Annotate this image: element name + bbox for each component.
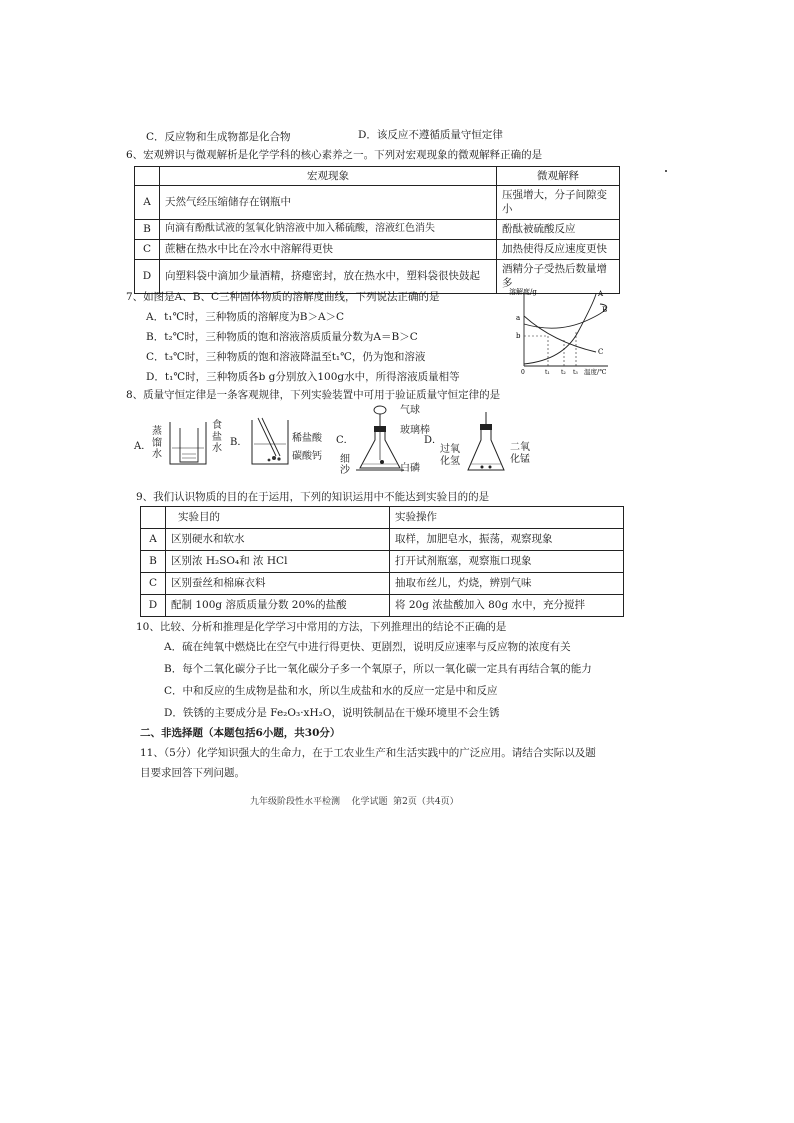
option-d-label: D．	[424, 435, 443, 446]
q6-stem: 6、宏观辨识与微观解析是化学学科的核心素养之一。下列对宏观现象的微观解释正确的是	[126, 149, 543, 161]
white-phosphorus-label: 白磷	[400, 463, 420, 474]
goal-cell: 区别浓 H₂SO₄和 浓 HCl	[166, 551, 390, 573]
q10-option-b: B．每个二氧化碳分子比一氧化碳分子多一个氧原子，所以一氧化碳一定具有再结合氧的能力	[164, 663, 592, 675]
manganese-dioxide-label: 二氧化锰	[510, 442, 530, 465]
goal-cell: 区别蚕丝和棉麻衣料	[166, 573, 390, 595]
table-row	[141, 595, 624, 617]
row-label: C	[135, 239, 160, 259]
q7-option-b: B．t₂℃时，三种物质的饱和溶液溶质质量分数为A＝B＞C	[146, 331, 418, 343]
table-header-cell: 实验操作	[390, 507, 624, 529]
option-b-label: B．	[230, 437, 248, 448]
q7-option-c: C．t₃℃时，三种物质的饱和溶液降温至t₁℃，仍为饱和溶液	[146, 351, 426, 363]
x-tick-t3: t₃	[573, 369, 578, 376]
beaker-a-icon	[166, 418, 210, 468]
y-tick-b: b	[516, 332, 521, 340]
macro-cell: 向塑料袋中滴加少量酒精，挤瘪密封，放在热水中，塑料袋很快鼓起	[160, 259, 497, 293]
micro-cell: 酚酞被硫酸反应	[497, 219, 620, 239]
row-label: B	[141, 551, 166, 573]
goal-cell: 配制 100g 溶质质量分数 20%的盐酸	[166, 595, 390, 617]
q10-option-a: A．硫在纯氧中燃烧比在空气中进行得更快、更剧烈，说明反应速率与反应物的浓度有关	[164, 641, 571, 653]
operation-cell: 抽取布丝儿，灼烧，辨别气味	[390, 573, 624, 595]
distilled-water-label: 蒸馏水	[152, 426, 162, 460]
q8-stem: 8、质量守恒定律是一条客观规律，下列实验装置中可用于验证质量守恒定律的是	[126, 389, 501, 401]
table-row	[141, 529, 624, 551]
table-row	[135, 239, 620, 259]
row-label: C	[141, 573, 166, 595]
q7-stem: 7、如图是A、B、C三种固体物质的溶解度曲线，下列说法正确的是	[126, 291, 440, 303]
operation-cell: 取样，加肥皂水，振荡，观察现象	[390, 529, 624, 551]
option-a-label: A．	[134, 441, 152, 452]
section-2-title: 二、非选择题（本题包括6小题，共30分）	[140, 727, 341, 739]
macro-cell: 蔗糖在热水中比在冷水中溶解得更快	[160, 239, 497, 259]
row-label: A	[141, 529, 166, 551]
micro-cell: 压强增大，分子间隙变小	[497, 186, 620, 219]
curve-label-c: C	[598, 348, 604, 356]
micro-cell: 加热使得反应速度更快	[497, 239, 620, 259]
x-tick-t1: t₁	[545, 369, 550, 376]
q9-stem: 9、我们认识物质的目的在于运用，下列的知识运用中不能达到实验目的的是	[136, 491, 490, 503]
solubility-chart	[508, 284, 612, 376]
table-header-cell: 宏观现象	[160, 167, 497, 186]
page-footer: 九年级阶段性水平检测 化学试题 第2页（共4页）	[250, 797, 459, 807]
flask-d-icon	[464, 410, 508, 478]
dilute-hcl-label: 稀盐酸	[292, 433, 322, 444]
y-tick-a: a	[516, 314, 521, 322]
scan-speck	[665, 170, 667, 172]
q9-table	[140, 506, 624, 617]
x-axis-label: 温度/℃	[584, 368, 607, 376]
q11-stem-line-2: 目要求回答下列问题。	[140, 767, 245, 779]
table-row	[135, 219, 620, 239]
q5-option-d: D．该反应不遵循质量守恒定律	[358, 129, 503, 141]
table-header	[141, 507, 624, 529]
micro-cell: 酒精分子受热后数量增多	[497, 259, 620, 293]
table-header	[135, 167, 620, 186]
curve-b	[524, 304, 607, 328]
table-row	[135, 186, 620, 219]
row-label: B	[135, 219, 160, 239]
curve-label-a: A	[598, 290, 604, 298]
table-header-cell: 微观解释	[497, 167, 620, 186]
beaker-b-icon	[248, 416, 292, 468]
q10-option-c: C．中和反应的生成物是盐和水，所以生成盐和水的反应一定是中和反应	[164, 685, 498, 697]
salt-water-label: 食盐水	[212, 420, 222, 454]
option-c-label: C．	[336, 435, 354, 446]
table-row	[141, 551, 624, 573]
x-tick-t2: t₂	[561, 369, 566, 376]
operation-cell: 将 20g 浓盐酸加入 80g 水中，充分搅拌	[390, 595, 624, 617]
table-row	[141, 573, 624, 595]
row-label: D	[141, 595, 166, 617]
q10-option-d: D．铁锈的主要成分是 Fe₂O₃·xH₂O，说明铁制品在干燥环境里不会生锈	[164, 707, 500, 719]
q11-stem-line-1: 11、（5分）化学知识强大的生命力，在于工农业生产和生活实践中的广泛应用。请结合实际以及题	[140, 747, 596, 759]
row-label: D	[135, 259, 160, 293]
fine-sand-label: 细沙	[340, 454, 350, 476]
y-axis-label: 溶解度/g	[509, 288, 537, 296]
hydrogen-peroxide-label: 过氧化氢	[440, 444, 460, 467]
glass-rod-label: 玻璃棒	[400, 425, 430, 436]
table-header-cell: 实验目的	[166, 507, 390, 529]
macro-cell: 向滴有酚酞试液的氢氧化钠溶液中加入稀硫酸，溶液红色消失	[160, 219, 497, 239]
curve-label-b: B	[602, 306, 608, 314]
q7-option-a: A．t₁℃时，三种物质的溶解度为B＞A＞C	[146, 311, 345, 323]
goal-cell: 区别硬水和软水	[166, 529, 390, 551]
row-label: A	[135, 186, 160, 219]
balloon-label: 气球	[400, 405, 420, 416]
q8-apparatus-row	[130, 404, 550, 482]
q10-stem: 10、比较、分析和推理是化学学习中常用的方法，下列推理出的结论不正确的是	[136, 621, 507, 633]
q5-option-c: C．反应物和生成物都是化合物	[146, 131, 291, 143]
q7-option-d: D．t₁℃时，三种物质各b g分别放入100g水中，所得溶液质量相等	[146, 371, 460, 383]
x-tick-0: 0	[521, 369, 525, 376]
macro-cell: 天然气经压缩储存在钢瓶中	[160, 186, 497, 219]
q6-table	[134, 166, 620, 294]
operation-cell: 打开试剂瓶塞，观察瓶口现象	[390, 551, 624, 573]
calcium-carbonate-label: 碳酸钙	[292, 451, 322, 462]
curve-a	[524, 294, 596, 364]
